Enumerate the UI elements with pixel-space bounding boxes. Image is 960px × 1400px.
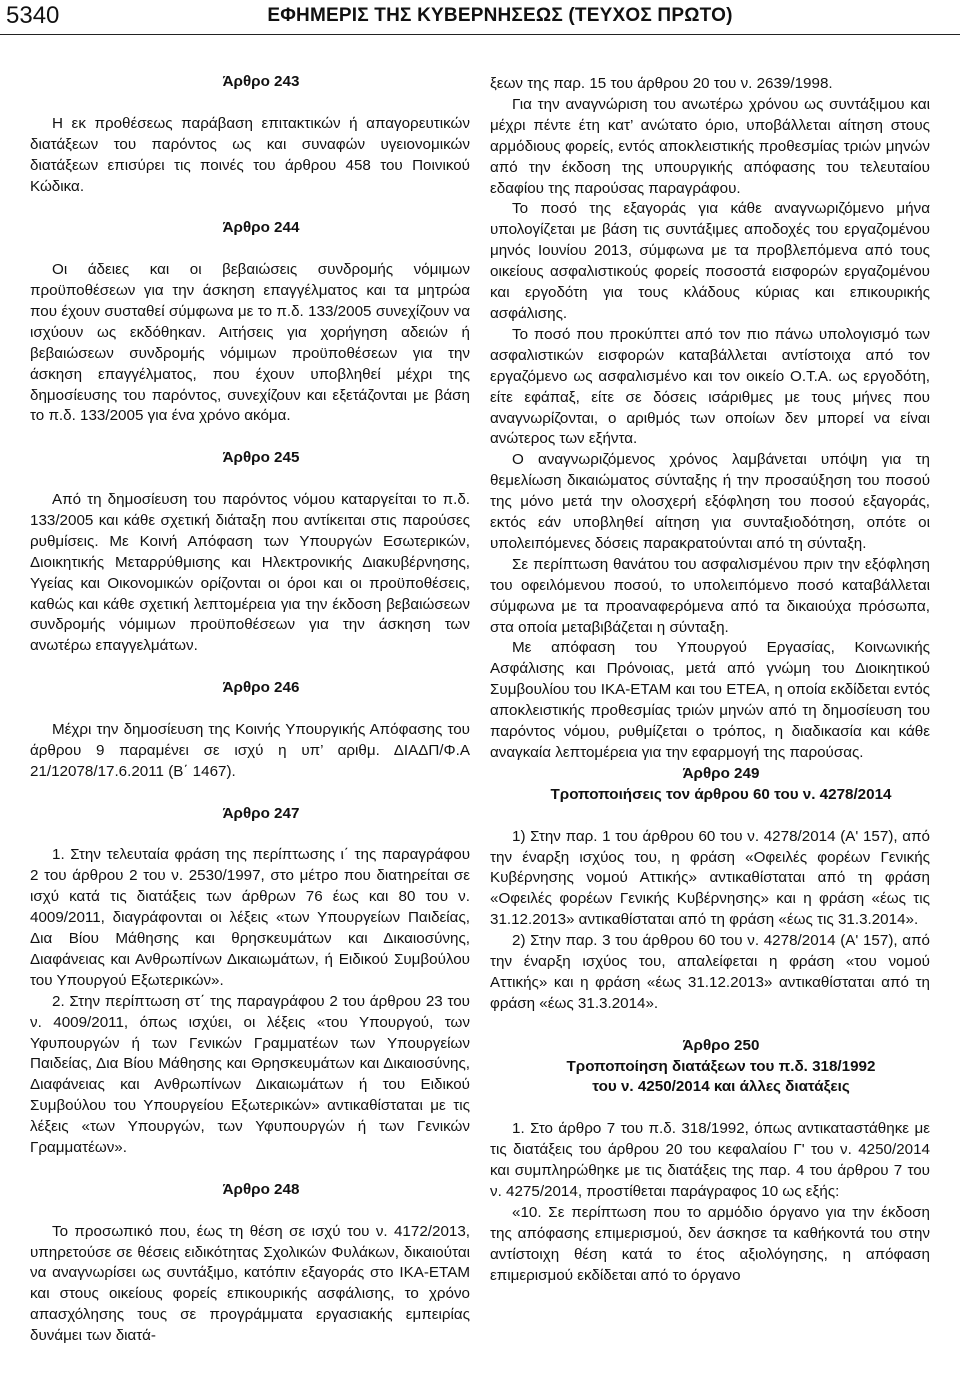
article-246-heading: Άρθρο 246: [222, 679, 300, 697]
article-243-heading: Άρθρο 243: [222, 73, 300, 90]
article-248-paragraph: Το προσωπικό που, έως τη θέση σε ισχύ του ν. 4172/2013, υπηρετούσε σε θέσεις ειδικότητας Σχολικών Φυλάκων, δικαιούται να αναγνωρίσει ως συντάξιμο, κατόπιν εξαγοράς στο ΙΚΑ-ΕΤΑΜ και στους οικείους φορείς επικουρικής ασφάλισης, το χρόνο απασχόλησης τους σε προγράμματα εργασιακής εμπειρίας δυνάμει των διατά-: [30, 1222, 470, 1345]
article-249-paragraph-1: 1) Στην παρ. 1 του άρθρου 60 του ν. 4278/2014 (Α' 157), από την έναρξη ισχύος του, η φράση «Οφειλές φορέων Γενικής Κυβέρνησης νομού Αττικής» αντικαθίσταται από τη φράση «Οφειλές φορέων Γενικής Κυβέρνησης» και η φράση «έως τις 31.12.2013» αντικαθίσταται από τη φράση «έως τις 31.3.2014».: [490, 827, 930, 929]
paragraph-purchase-amount: Το ποσό της εξαγοράς για κάθε αναγνωριζόμενο μήνα υπολογίζεται με βάση τις συντάξιμες αποδοχές του εργαζομένου μηνός Ιουνίου 2013, σύμφωνα με τα προβλεπόμενα από τους οικείους ασφαλιστικούς φορείς ποσοστά εισφορών εργαζομένου και εργοδότη για τους κλάδους κύριας και επικουρικής ασφάλισης.: [490, 200, 930, 322]
article-250-paragraph-1: 1. Στο άρθρο 7 του π.δ. 318/1992, όπως αντικαταστάθηκε με τις διατάξεις του άρθρου 20 του κεφαλαίου Γ' του ν. 4250/2014 και συμπληρώθηκε με τις διατάξεις της παρ. 4 του άρθρου 7 του ν. 4275/2014, προστίθεται παράγραφος 10 ως εξής:: [490, 1120, 930, 1200]
article-246-paragraph: Μέχρι την δημοσίευση της Κοινής Υπουργικής Απόφασης του άρθρου 9 παραμένει σε ισχύ η υπ’ αριθμ. ΔΙΑΔΠ/Φ.Α 21/12078/17.6.2011 (Β΄ 1467).: [30, 720, 470, 780]
article-250-paragraph-2: «10. Σε περίπτωση που το αρμόδιο όργανο για την έκδοση της απόφασης επιμερισμού, δεν άσκησε τα καθήκοντά του στην αντίστοιχη θέση κατά το έτος αξιολόγησης, η απόφαση επιμερισμού εκδίδεται από το όργανο: [490, 1203, 930, 1284]
article-249-subheading: Τροποποιήσεις τον άρθρου 60 του ν. 4278/2014: [550, 785, 892, 803]
paragraph-recognition: Για την αναγνώριση του ανωτέρω χρόνου ως συντάξιμου και μέχρι πέντε έτη κατ’ ανώτατο όριο, υποβάλλεται αίτηση στους αρμόδιους φορείς, εντός αποκλειστικής προθεσμίας τριών μηνών από την έκδοση της υπουργικής απόφασης του τελευταίου εδαφίου της παρούσας παραγράφου.: [490, 95, 930, 197]
page-number: 5340: [6, 2, 60, 29]
left-column: [30, 72, 470, 1347]
article-245-paragraph: Από τη δημοσίευση του παρόντος νόμου καταργείται το π.δ. 133/2005 και κάθε σχετική διάταξη που αντίκειται στις παρούσες ρυθμίσεις. Με Κοινή Απόφαση των Υπουργών Εσωτερικών, Διοικητικής Μεταρρύθμισης και Ηλεκτρονικής Διακυβέρνησης, Υγείας και Οικονομικών ορίζονται οι όροι και οι προϋποθέσεις, καθώς και κάθε σχετική λεπτομέρεια για την έκδοση βεβαιώσεων συνδρομής νόμιμων προϋποθέσεων για την άσκηση των ανωτέρω επαγγελμάτων.: [30, 491, 470, 655]
continuation-text: ξεων της παρ. 15 του άρθρου 20 του ν. 2639/1998.: [490, 75, 833, 92]
article-250-subheading-1: Τροποποίηση διατάξεων του π.δ. 318/1992: [566, 1057, 876, 1075]
article-247-paragraph-2: 2. Στην περίπτωση στ΄ της παραγράφου 2 του άρθρου 23 του ν. 4009/2011, όπως ισχύει, οι λέξεις «του Υπουργού, των Υφυπουργών ή των Γενικών Γραμματέων των Υπουργείων Παιδείας, Δια Βίου Μάθησης και Θρησκευμάτων και Δικαιοσύνης, Διαφάνειας και Ανθρωπίνων Δικαιωμάτων ή του Ειδικού Συμβούλου του Υπουργείου Εξωτερικών» αντικαθίσταται με τις λέξεις «των Υπουργών, των Υφυπουργών ή των Γενικών Γραμματέων».: [30, 992, 470, 1157]
article-249-paragraph-2: 2) Στην παρ. 3 του άρθρου 60 του ν. 4278/2014 (Α' 157), από την έναρξη ισχύος του, απαλείφεται η φράση «του νομού Αττικής» και η φράση «έως 31.12.2013» αντικαθίσταται από τη φράση «έως 31.3.2014».: [490, 932, 930, 1012]
article-247-heading: Άρθρο 247: [222, 804, 300, 822]
article-250-subheading-2: του ν. 4250/2014 και άλλες διατάξεις: [592, 1078, 850, 1096]
article-243-paragraph: Η εκ προθέσεως παράβαση επιτακτικών ή απαγορευτικών διατάξεων του παρόντος ως και συναφών υγειονομικών διατάξεων επισύρει τις ποινές του άρθρου 458 του Ποινικού Κώδικα.: [30, 114, 470, 195]
paragraph-death-case: Σε περίπτωση θανάτου του ασφαλισμένου πριν την εξόφληση του οφειλόμενου ποσού, το υπολειπόμενο ποσό καταβάλλεται σύμφωνα με τα προαναφερόμενα από τα δικαιούχα πρόσωπα, στα οποία μεταβιβάζεται η σύνταξη.: [490, 555, 930, 636]
article-244-heading: Άρθρο 244: [222, 219, 300, 237]
header-divider: [0, 34, 960, 35]
gazette-title: ΕΦΗΜΕΡΙΣ ΤΗΣ ΚΥΒΕΡΝΗΣΕΩΣ (ΤΕΥΧΟΣ ΠΡΩΤΟ): [267, 5, 733, 26]
paragraph-recognized-time: Ο αναγνωριζόμενος χρόνος λαμβάνεται υπόψη για τη θεμελίωση δικαιώματος σύνταξης ή την προσαύξηση του ποσού της μόνο μετά την ολοσχερή εξόφληση του ποσού εξαγοράς, εκτός εάν υποβληθεί αίτηση για συνταξιοδότηση, οπότε οι υπολειπόμενες δόσεις παρακρατούνται από τη σύνταξη.: [490, 451, 930, 552]
paragraph-ministerial-decision: Με απόφαση του Υπουργού Εργασίας, Κοινωνικής Ασφάλισης και Πρόνοιας, μετά από γνώμη του Διοικητικού Συμβουλίου του ΙΚΑ-ΕΤΑΜ και του ΕΤΕΑ, η οποία εκδίδεται εντός αποκλειστικής προθεσμίας τριών μηνών από τη δημοσίευση του παρόντος νόμου, ρυθμίζεται ο τρόπος, η διαδικασία και κάθε αναγκαία λεπτομέρεια για την εφαρμογή της παρούσας.: [490, 639, 930, 761]
article-247-paragraph-1: 1. Στην τελευταία φράση της περίπτωσης ι΄ της παραγράφου 2 του άρθρου 2 του ν. 2530/1997, στο μέτρο που διατηρείται σε ισχύ κατά τις διατάξεις των άρθρων 76 έως και 80 του ν. 4009/2011, διαγράφονται οι λέξεις «των Υπουργείων Παιδείας, Δια Βίου Μάθησης και θρησκευμάτων και Δικαιοσύνης, Διαφάνειας και Ανθρωπίνων Δικαιωμάτων, ή Ειδικού Συμβούλου του Υπουργού Εξωτερικών».: [30, 846, 470, 989]
page-header: [0, 0, 960, 32]
article-250-heading: Άρθρο 250: [682, 1036, 760, 1054]
article-244-paragraph: Οι άδειες και οι βεβαιώσεις συνδρομής νόμιμων προϋποθέσεων για την άσκηση επαγγέλματος και τα μητρώα που έχουν συσταθεί σύμφωνα με το π.δ. 133/2005 συνεχίζουν να ισχύουν ως εκδόθηκαν. Αιτήσεις για χορήγηση αδειών ή βεβαιώσεων συνδρομής νόμιμων προϋποθέσεων για την άσκηση επαγγέλματος, που έχουν υποβληθεί μέχρι της δημοσίευσης του παρόντος, συνεχίζουν και εξετάζονται με βάση το π.δ. 133/2005 για ένα χρόνο ακόμα.: [30, 261, 470, 425]
article-248-heading: Άρθρο 248: [222, 1180, 300, 1198]
paragraph-contributions: Το ποσό που προκύπτει από τον πιο πάνω υπολογισμό των ασφαλιστικών εισφορών καταβάλλεται αντίστοιχα από τον εργαζόμενο ως ασφαλισμένο και τον οικείο Ο.Τ.Α. ως εργοδότη, είτε εφάπαξ, είτε σε δόσεις ισάριθμες με τους μήνες που αναγνωρίζονται, ο αριθμός των οποίων δεν μπορεί να είναι ανώτερος των εξήντα.: [490, 325, 930, 448]
article-249-heading: Άρθρο 249: [682, 764, 760, 782]
article-245-heading: Άρθρο 245: [222, 449, 300, 467]
right-column: [490, 74, 930, 1287]
